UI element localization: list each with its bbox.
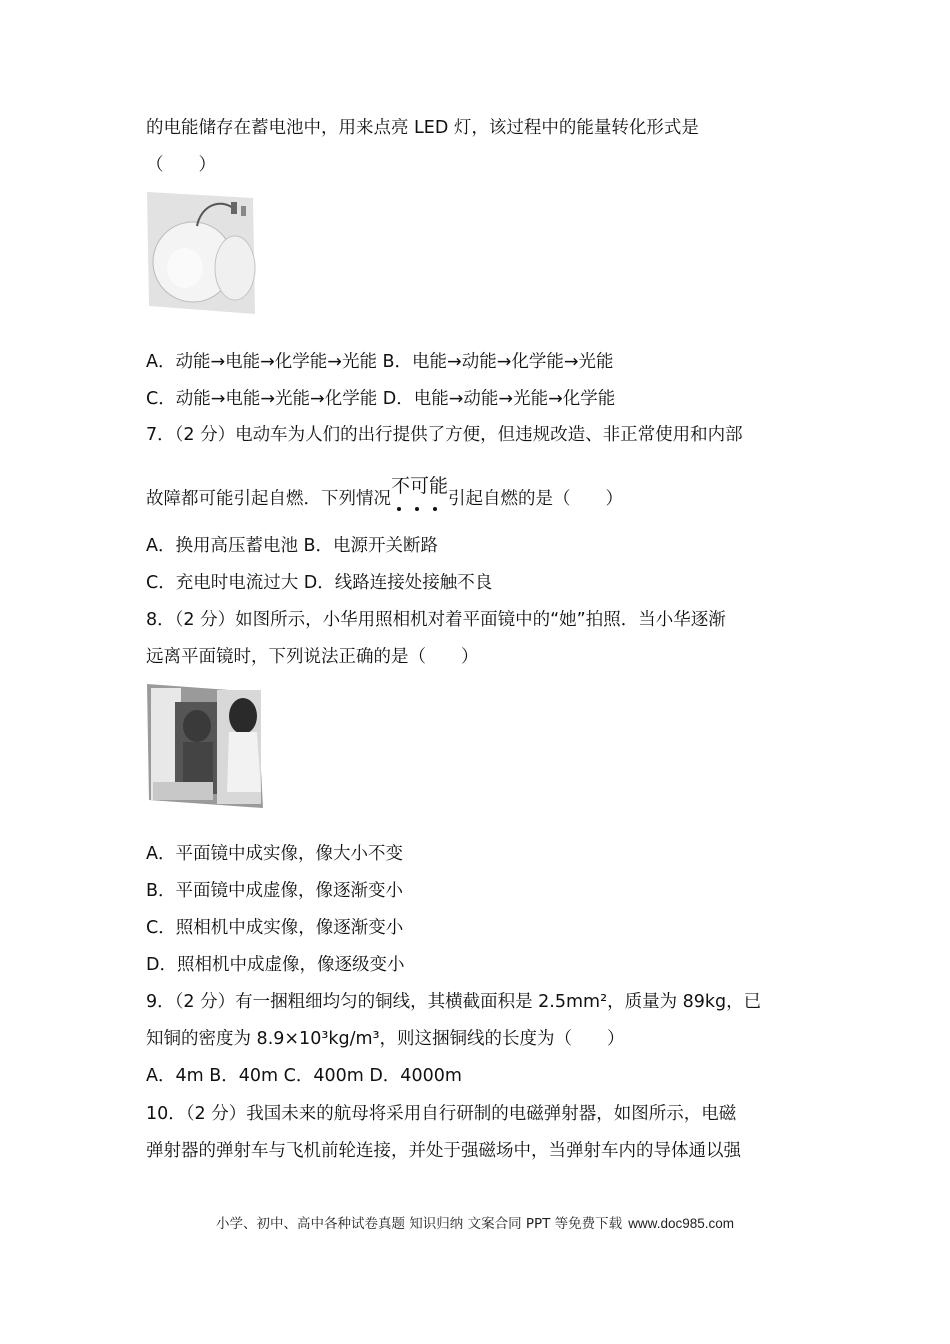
q8-stem-line1: 8．（2 分）如图所示，小华用照相机对着平面镜中的“她”拍照．当小华逐渐 <box>146 610 726 630</box>
q6-answer-blank: （ ） <box>146 155 216 175</box>
q9-options: A．4m B．40m C．400m D．4000m <box>146 1066 462 1086</box>
q9-stem-line2: 知铜的密度为 8.9×10³kg/m³，则这捆铜线的长度为（ ） <box>146 1029 625 1049</box>
q6-stem-continuation: 的电能储存在蓄电池中，用来点亮 LED 灯，该过程中的能量转化形式是 <box>146 118 699 138</box>
footer-text: 小学、初中、高中各种试卷真题 知识归纳 文案合同 PPT 等免费下载 <box>215 1216 623 1232</box>
q7-options-cd: C．充电时电流过大 D．线路连接处接触不良 <box>146 573 493 593</box>
footer-url: www.doc985.com <box>628 1216 734 1231</box>
q7-stem-post: 引起自燃的是（ ） <box>448 489 624 509</box>
q8-stem-line2: 远离平面镜时，下列说法正确的是（ ） <box>146 647 479 667</box>
mirror-photo <box>145 682 265 810</box>
q8-option-d: D．照相机中成虚像，像逐级变小 <box>146 955 405 975</box>
q7-options-ab: A．换用高压蓄电池 B．电源开关断路 <box>146 536 439 556</box>
q7-stem-line1: 7．（2 分）电动车为人们的出行提供了方便，但违规改造、非正常使用和内部 <box>146 425 743 445</box>
page-footer <box>0 1212 950 1232</box>
q6-options-cd: C．动能→电能→光能→化学能 D．电能→动能→光能→化学能 <box>146 389 616 409</box>
fruit-battery-photo <box>145 188 257 318</box>
q10-stem-line1: 10．（2 分）我国未来的航母将采用自行研制的电磁弹射器，如图所示，电磁 <box>146 1104 737 1124</box>
emphasis-dot <box>397 507 401 511</box>
q7-emphasis-word: 不可能 <box>391 476 449 497</box>
q10-stem-line2: 弹射器的弹射车与飞机前轮连接，并处于强磁场中，当弹射车内的导体通以强 <box>146 1141 741 1161</box>
q8-option-c: C．照相机中成实像，像逐渐变小 <box>146 918 404 938</box>
q7-emphasis <box>391 476 449 511</box>
emphasis-dot <box>433 507 437 511</box>
q7-stem-pre: 故障都可能引起自燃．下列情况 <box>146 489 391 509</box>
q6-options-ab: A．动能→电能→化学能→光能 B．电能→动能→化学能→光能 <box>146 352 614 372</box>
q9-stem-line1: 9．（2 分）有一捆粗细均匀的铜线，其横截面积是 2.5mm²，质量为 89kg，已 <box>146 992 762 1012</box>
q8-option-a: A．平面镜中成实像，像大小不变 <box>146 844 403 864</box>
q8-option-b: B．平面镜中成虚像，像逐渐变小 <box>146 881 404 901</box>
q7-stem-line2 <box>146 476 624 511</box>
emphasis-dot <box>415 507 419 511</box>
